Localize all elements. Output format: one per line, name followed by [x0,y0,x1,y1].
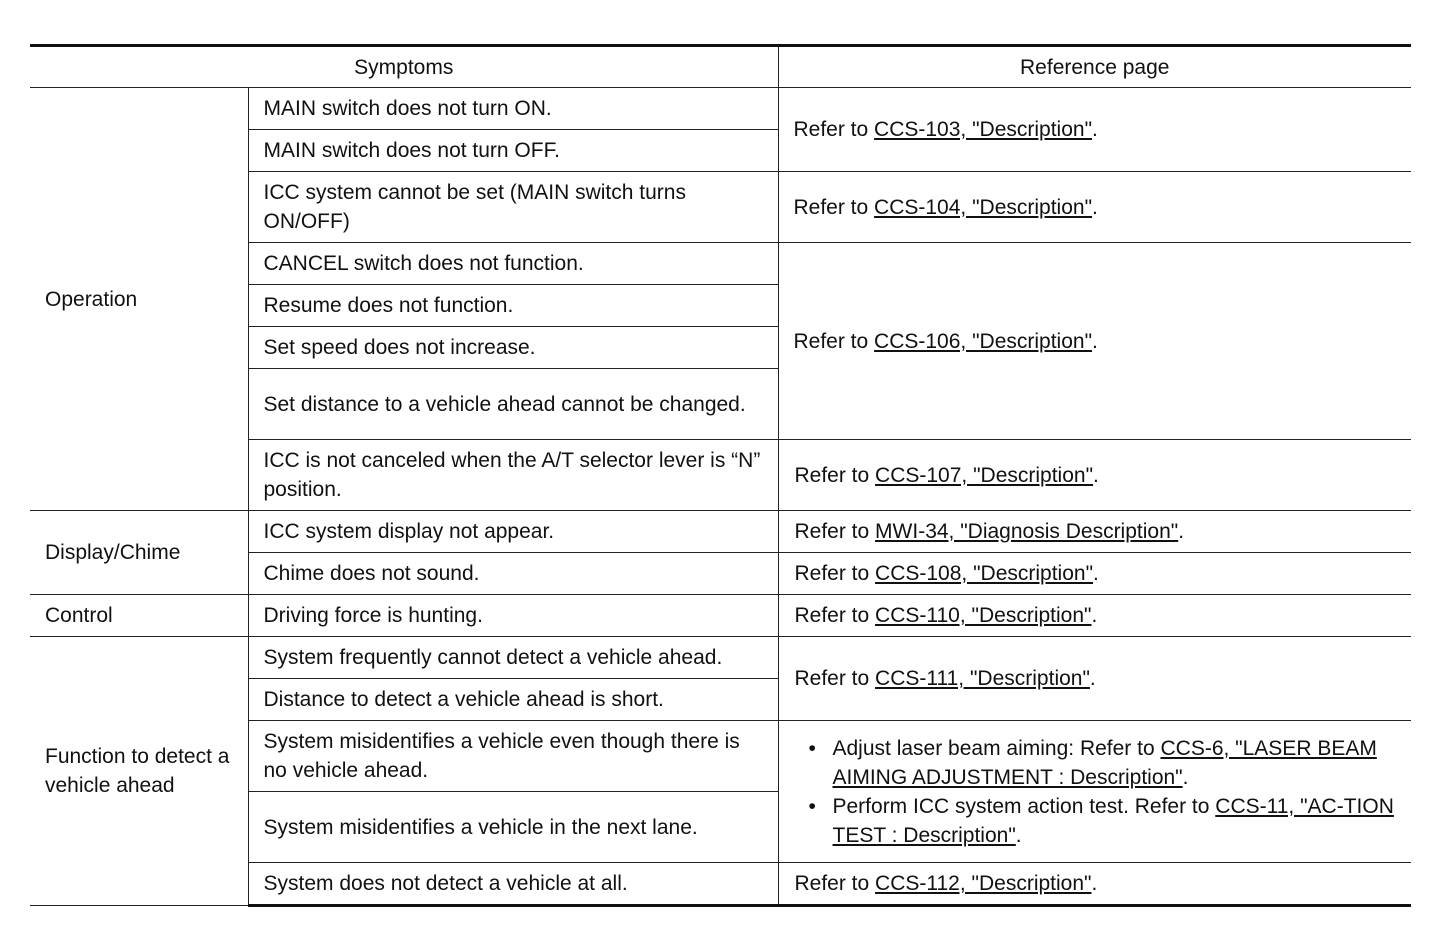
period-text: . [1178,520,1185,543]
symptom-cell: Set distance to a vehicle ahead cannot be changed. [248,369,778,440]
table-row [30,88,1411,130]
refer-to-text: Refer to [794,667,876,690]
symptom-cell: System does not detect a vehicle at all. [248,863,778,906]
period-text: . [1089,667,1096,690]
symptom-cell: ICC is not canceled when the A/T selector lever is “N” position. [248,440,778,511]
bullet-text: Adjust laser beam aiming: Refer to [832,736,1161,760]
symptom-cell: Set speed does not increase. [248,327,778,369]
reference-link-ccs-103[interactable]: CCS-103, "Description" [874,118,1093,141]
category-display-chime: Display/Chime [30,511,248,595]
table-row [30,595,1411,637]
category-control: Control [30,595,248,637]
bullet-text: Perform ICC system action test. Refer to [832,794,1216,818]
bullet-item [808,734,1400,792]
symptom-cell: Resume does not function. [248,285,778,327]
reference-cell [778,863,1411,906]
reference-link-mwi-34[interactable]: MWI-34, "Diagnosis Description" [875,520,1179,543]
reference-link-ccs-106[interactable]: CCS-106, "Description" [874,329,1093,353]
refer-to-text: Refer to [793,329,875,353]
refer-to-text: Refer to [794,562,876,585]
refer-to-text: Refer to [794,520,876,543]
symptom-cell: System misidentifies a vehicle even though there is no vehicle ahead. [248,721,778,792]
symptom-cell: MAIN switch does not turn OFF. [248,130,778,172]
reference-link-ccs-112[interactable]: CCS-112, "Description" [875,872,1092,895]
refer-to-text: Refer to [794,872,876,895]
reference-link-ccs-107[interactable]: CCS-107, "Description" [875,463,1094,487]
period-text: . [1015,823,1022,847]
symptom-cell: MAIN switch does not turn ON. [248,88,778,130]
refer-to-text: Refer to [793,118,875,141]
symptom-cell: Distance to detect a vehicle ahead is short. [248,679,778,721]
table-row [30,637,1411,679]
symptom-cell: Driving force is hunting. [248,595,778,637]
header-reference-page: Reference page [778,46,1411,88]
reference-cell-bullets [778,721,1411,863]
period-text: . [1092,118,1098,141]
period-text: . [1093,562,1099,585]
reference-cell [778,172,1411,243]
symptom-cell: ICC system cannot be set (MAIN switch turns ON/OFF) [248,172,778,243]
refer-to-text: Refer to [794,463,876,487]
symptom-cell: ICC system display not appear. [248,511,778,553]
reference-link-ccs-104[interactable]: CCS-104, "Description" [874,195,1093,219]
bullet-list [795,734,1400,850]
period-text: . [1092,329,1098,353]
reference-cell [778,553,1411,595]
symptom-cell: System frequently cannot detect a vehicle ahead. [248,637,778,679]
bullet-glyph: • [808,736,816,760]
reference-link-ccs-108[interactable]: CCS-108, "Description" [875,562,1094,585]
reference-link-ccs-11[interactable]: CCS-11, "AC-TION TEST : Description" [832,794,1394,847]
period-text: . [1182,765,1189,789]
reference-link-ccs-6[interactable]: CCS-6, "LASER BEAM AIMING ADJUSTMENT : Description" [832,736,1377,789]
period-text: . [1093,463,1099,487]
period-text: . [1091,872,1098,895]
reference-link-ccs-111[interactable]: CCS-111, "Description" [875,667,1090,690]
period-text: . [1092,195,1098,219]
bullet-glyph: • [808,794,816,818]
reference-cell [778,88,1411,172]
header-symptoms: Symptoms [30,46,778,88]
category-function-to-detect: Function to detect a vehicle ahead [30,637,248,906]
reference-cell [778,440,1411,511]
category-operation: Operation [30,88,248,511]
table-header-row [30,46,1411,88]
period-text: . [1091,604,1098,627]
reference-cell [778,637,1411,721]
refer-to-text: Refer to [793,195,875,219]
symptom-cell: CANCEL switch does not function. [248,243,778,285]
symptom-table [30,44,1411,907]
reference-cell [778,511,1411,553]
reference-cell [778,243,1411,440]
symptom-cell: System misidentifies a vehicle in the next lane. [248,792,778,863]
reference-cell [778,595,1411,637]
symptom-cell: Chime does not sound. [248,553,778,595]
refer-to-text: Refer to [794,604,876,627]
bullet-item [808,792,1400,850]
table-row [30,511,1411,553]
reference-link-ccs-110[interactable]: CCS-110, "Description" [875,604,1092,627]
